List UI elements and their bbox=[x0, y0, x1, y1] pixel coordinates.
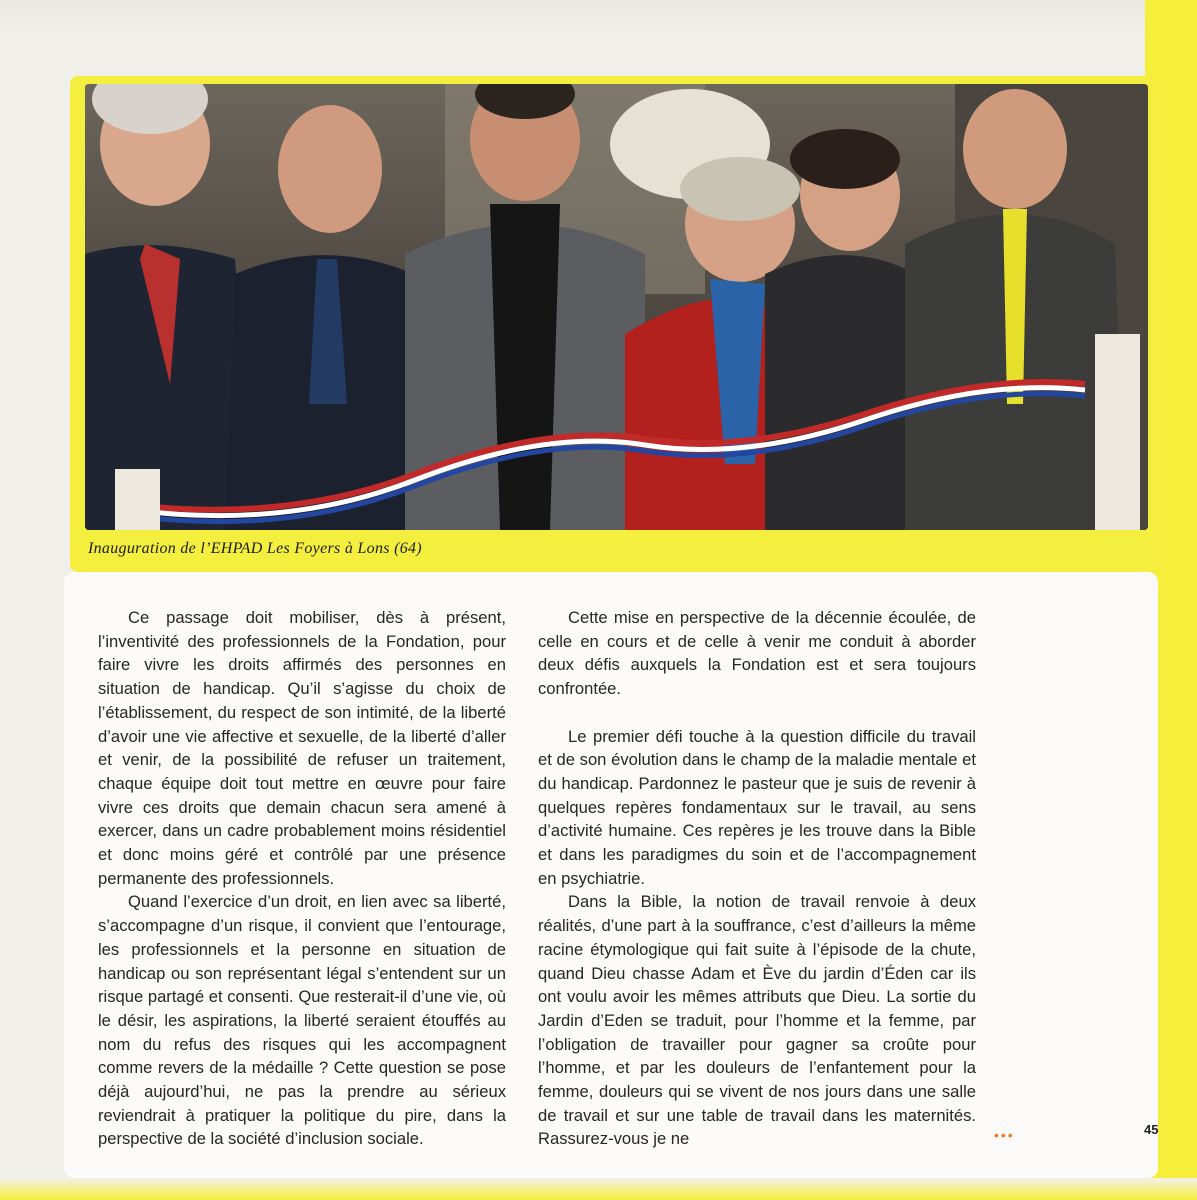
paragraph: Quand l’exercice d’un droit, en lien avec sa liberté, s’accompagne d’un risque, il convient que l’entourage, les professionnels et la personne en situation de handicap ou son représentant légal s’entendent sur un risque partagé et consenti. Que resterait-il d’une vie, où le désir, les aspirations, la liberté seraient étouffés au nom du refus des risques qui les accompagnent comme revers de la médaille ? Cette question se pose déjà aujourd’hui, ne pas la prendre au sérieux reviendrait à pratiquer la politique du pire, dans la perspective de la société d’inclusion sociale. bbox=[98, 892, 506, 1149]
yellow-bottom-band bbox=[0, 1178, 1197, 1200]
photo-caption: Inauguration de l’EHPAD Les Foyers à Lons (64) bbox=[88, 540, 422, 557]
paragraph: Le premier défi touche à la question difficile du travail et de son évolution dans le champ de la maladie mentale et du handicap. Pardonnez le pasteur que je suis de revenir à quelques repères fondamentaux sur le travail, au sens d’activité humaine. Ces repères je les trouve dans la Bible et dans les paradigmes du soin et de l’accompagnement en psychiatrie. bbox=[538, 726, 976, 888]
page-number: 45 bbox=[1144, 1122, 1159, 1137]
paragraph: Cette mise en perspective de la décennie écoulée, de celle en cours et de celle à venir me conduit à aborder deux défis auxquels la Fondation est et sera toujours confrontée. bbox=[538, 608, 976, 699]
paragraph: Ce passage doit mobiliser, dès à présent, l’inventivité des professionnels de la Fondation, pour faire vivre les droits affirmés des personnes en situation de handicap. Qu’il s’agisse du choix de l’établissement, du respect de son intimité, de la liberté d’avoir une vie affective et sexuelle, de la liberté d’aller et venir, de la possibilité de refuser un traitement, chaque équipe doit tout mettre en œuvre pour faire vivre ces droits que demain chacun sera amené à exercer, dans un cadre probablement moins résidentiel et donc moins géré et contrôlé par une présence permanente des professionnels. bbox=[98, 608, 506, 888]
left-text-column bbox=[98, 606, 506, 1151]
continuation-dots: ••• bbox=[994, 1127, 1015, 1143]
page-top-edge bbox=[0, 0, 1197, 40]
photo-illustration bbox=[85, 84, 1148, 530]
ribbon-cutting-photo bbox=[85, 84, 1148, 530]
paragraph: Dans la Bible, la notion de travail renvoie à deux réalités, d’une part à la souffrance, c’est d’ailleurs la même racine étymologique qui fait suite à l’épisode de la chute, quand Dieu chasse Adam et Ève du jardin d’Éden car ils ont voulu avoir les mêmes attributs que Dieu. La sortie du Jardin d’Eden se traduit, pour l’homme et la femme, par l’obligation de travailler pour gagner sa croûte pour l’homme, et par les douleurs de l’enfantement pour la femme, douleurs qui se vivent de nos jours dans une salle de travail et sur une table de travail dans les maternités. Rassurez-vous je ne bbox=[538, 892, 976, 1149]
right-text-column bbox=[538, 606, 976, 1151]
